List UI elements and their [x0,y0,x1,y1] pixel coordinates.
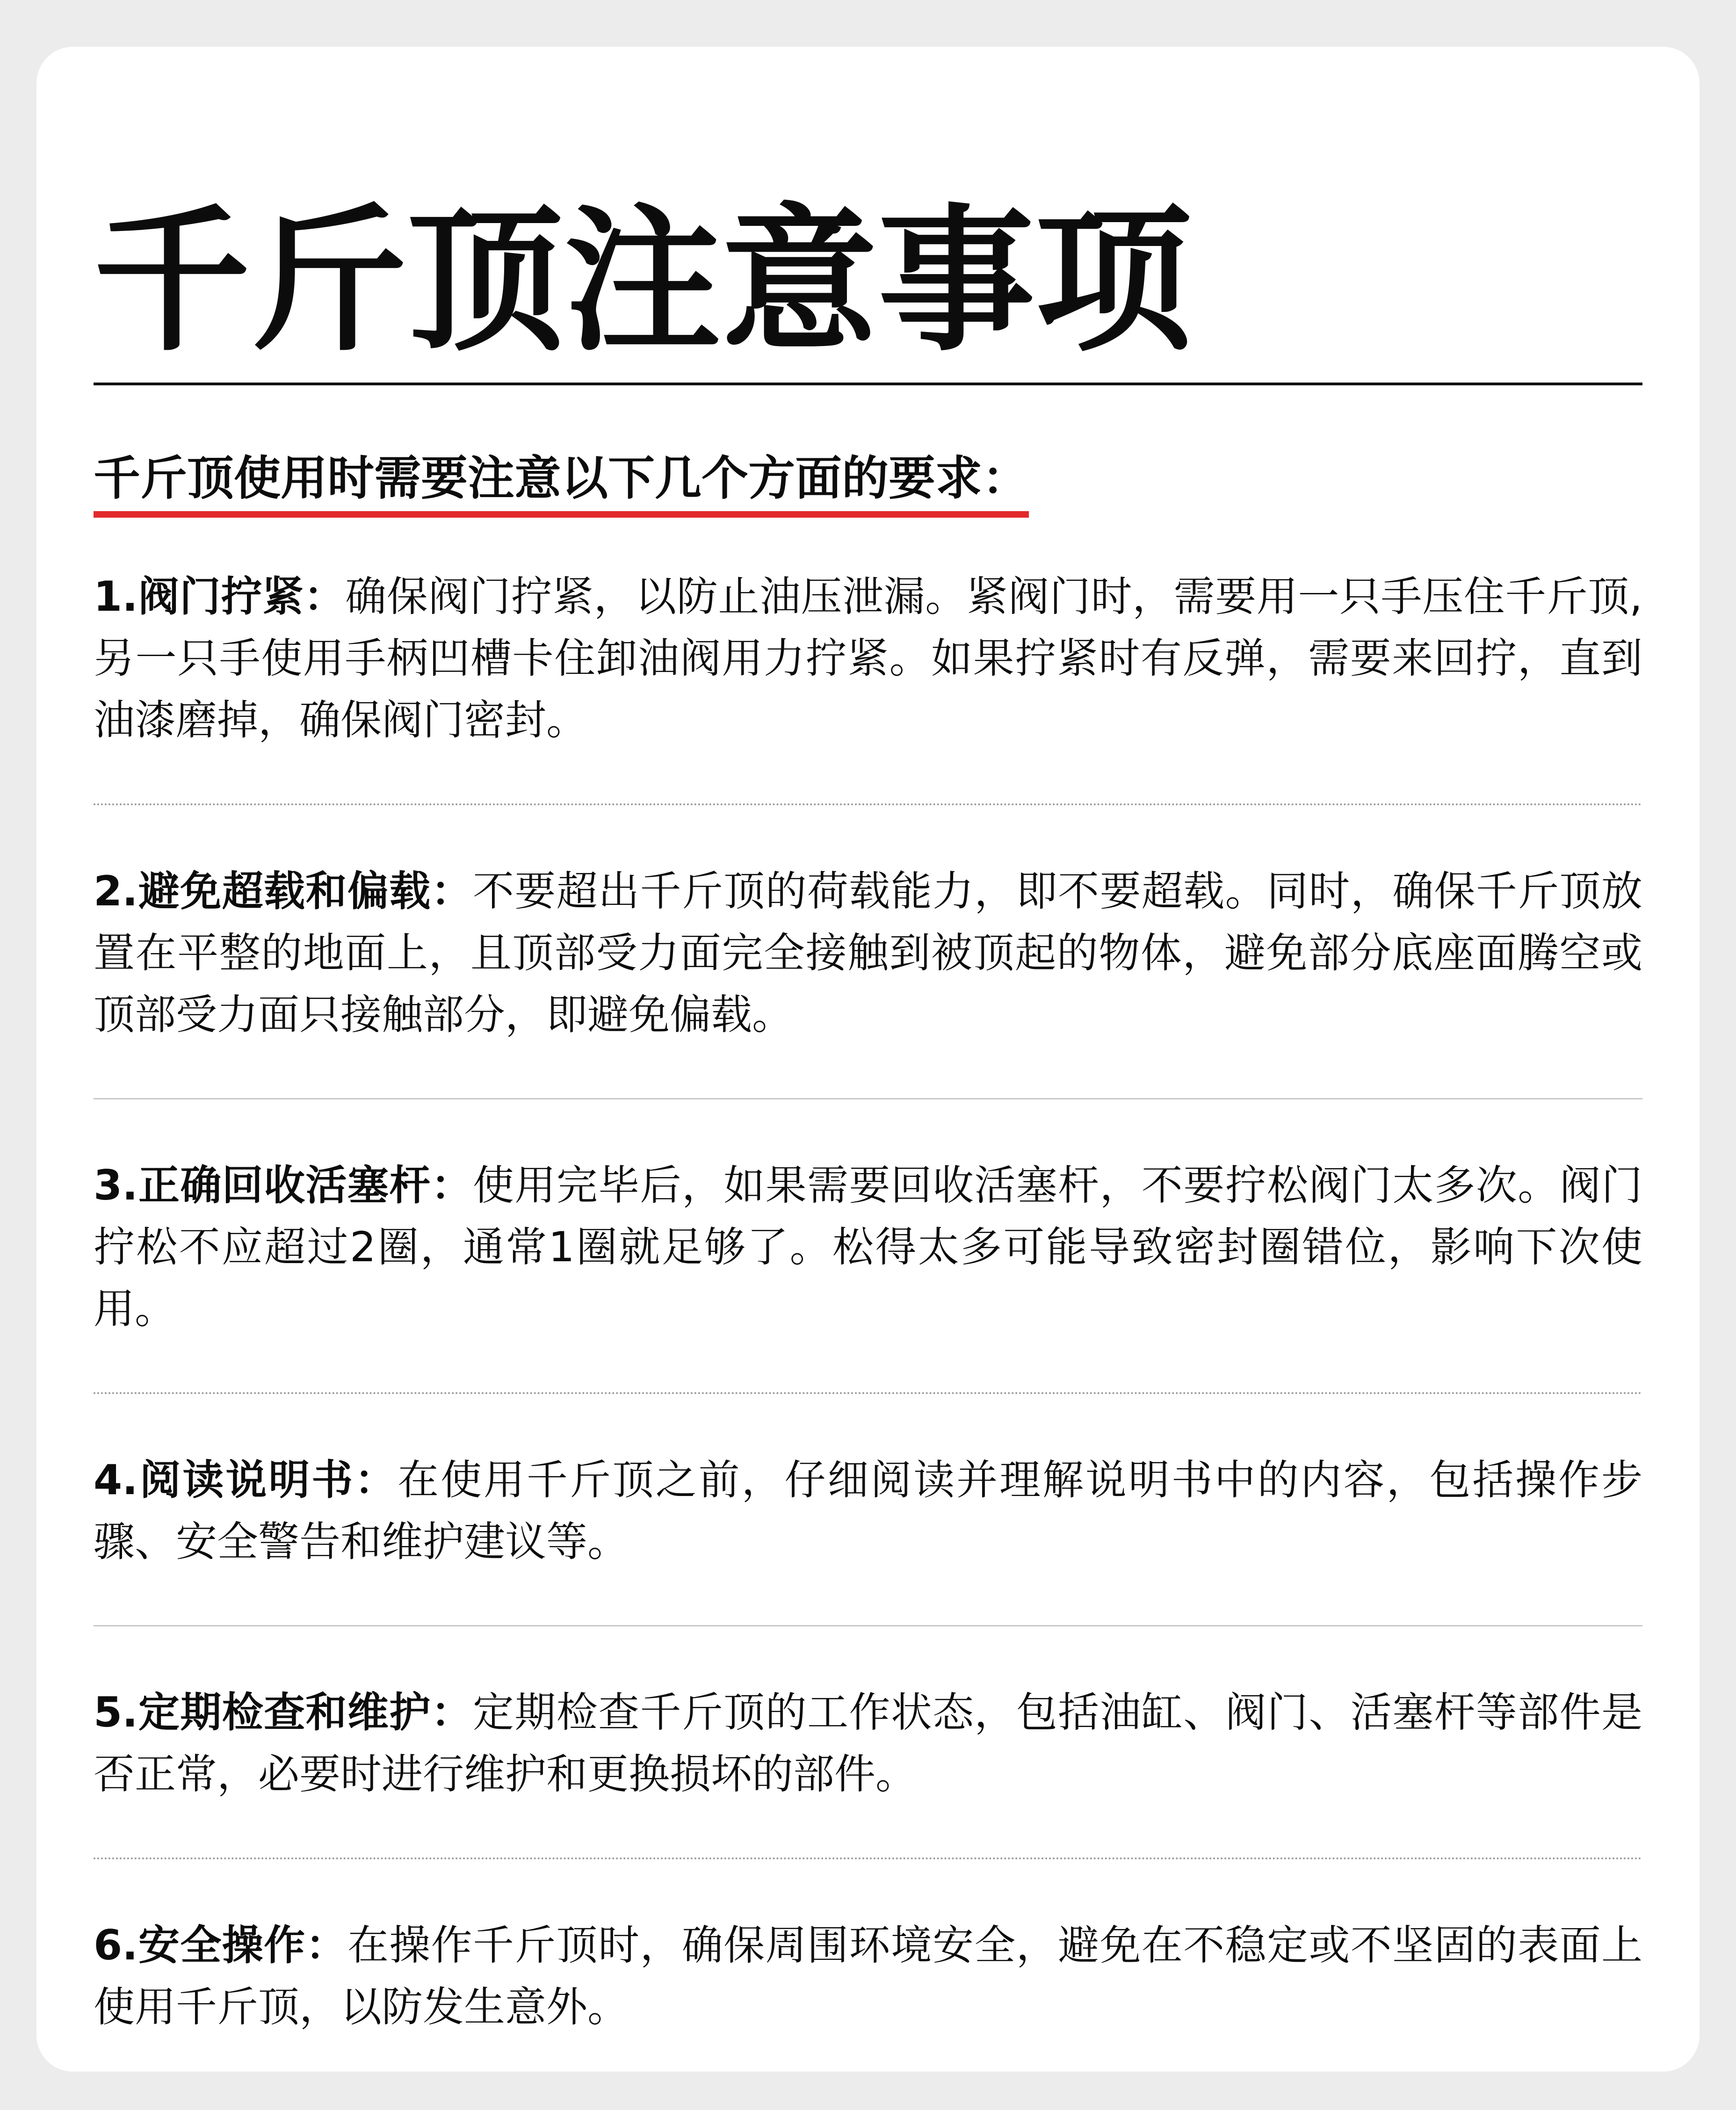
item-heading: 定期检查和维护： [137,1688,473,1736]
item-divider [94,803,1642,805]
title-divider [94,383,1642,385]
list-item [94,860,1642,1046]
list-item [94,1915,1642,2038]
item-number: 5. [94,1688,138,1736]
item-number: 3. [94,1161,138,1209]
item-body: 确保阀门拧紧，以防止油压泄漏。紧阀门时，需要用一只手压住千斤顶,另一只手使用手柄凹槽卡住卸油阀用力拧紧。如果拧紧时有反弹，需要来回拧，直到油漆磨掉，确保阀门密封。 [94,572,1642,744]
item-heading: 正确回收活塞杆： [137,1161,473,1209]
item-body: 定期检查千斤顶的工作状态，包括油缸、阀门、活塞杆等部件是否正常，必要时进行维护和更换损坏的部件。 [94,1688,1642,1798]
item-number: 6. [94,1921,138,1969]
item-body: 在使用千斤顶之前，仔细阅读并理解说明书中的内容，包括操作步骤、安全警告和维护建议等。 [94,1456,1642,1566]
item-number: 4. [94,1456,138,1504]
page-title: 千斤顶注意事项 [94,190,1192,373]
item-body: 不要超出千斤顶的荷载能力，即不要超载。同时，确保千斤顶放置在平整的地面上，且顶部受力面完全接触到被顶起的物体，避免部分底座面腾空或顶部受力面只接触部分，即避免偏载。 [94,867,1642,1039]
item-body: 使用完毕后，如果需要回收活塞杆，不要拧松阀门太多次。阀门拧松不应超过2圈，通常1圈就足够了。松得太多可能导致密封圈错位，影响下次使用。 [94,1161,1642,1333]
list-item [94,1155,1642,1340]
item-divider [94,1625,1642,1626]
item-number: 1. [94,572,138,621]
list-item [94,566,1642,751]
item-divider [94,1857,1642,1859]
list-item [94,1449,1642,1573]
item-heading: 阀门拧紧： [137,572,346,621]
item-body: 在操作千斤顶时，确保周围环境安全，避免在不稳定或不坚固的表面上使用千斤顶，以防发生意外。 [94,1921,1642,2031]
item-number: 2. [94,867,138,915]
item-heading: 安全操作： [137,1921,347,1969]
item-heading: 避免超载和偏载： [137,867,473,915]
intro-text: 千斤顶使用时需要注意以下几个方面的要求： [94,449,1029,518]
item-heading: 阅读说明书： [137,1456,398,1504]
item-divider [94,1098,1642,1099]
list-item [94,1682,1642,1805]
content-card [36,47,1700,2072]
item-divider [94,1392,1642,1394]
items-list [94,566,1642,2038]
